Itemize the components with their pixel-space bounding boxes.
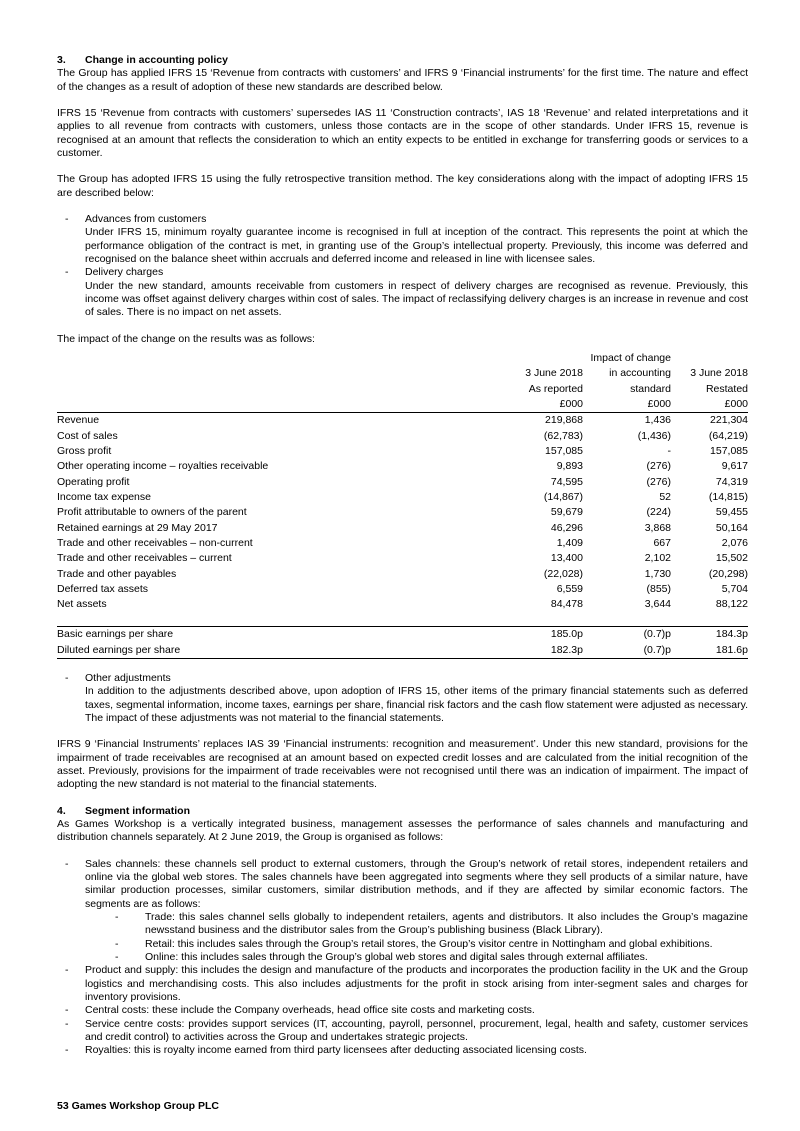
table-cell-value: 74,319	[715, 475, 748, 488]
table-cell-value: 184.3p	[671, 627, 748, 643]
table-header-row	[57, 351, 748, 366]
table-cell-value: (62,783)	[543, 429, 583, 442]
table-header-cell: in accounting	[609, 367, 671, 380]
table-cell-value: 221,304	[710, 414, 748, 427]
table-row	[57, 582, 748, 597]
segment-bullet-list	[57, 858, 748, 1058]
table-cell-value: 1,436	[644, 414, 671, 427]
table-row	[57, 597, 748, 612]
table-row-label: Retained earnings at 29 May 2017	[57, 521, 218, 534]
bullet-dash: -	[65, 857, 69, 870]
table-cell-value: 2,076	[721, 536, 748, 549]
table-cell-value: 219,868	[545, 414, 583, 427]
table-header-cell	[57, 351, 495, 366]
table-row-label: Income tax expense	[57, 490, 151, 503]
table-cell-value: (14,867)	[543, 490, 583, 503]
bullet-text	[85, 1044, 748, 1057]
section-3-title: Change in accounting policy	[85, 54, 228, 66]
section-4-heading	[57, 805, 748, 818]
bullet-dash: -	[65, 964, 69, 977]
table-row-label: Net assets	[57, 598, 107, 611]
table-row-label: Trade and other payables	[57, 567, 177, 580]
table-row	[57, 459, 748, 474]
table-body	[57, 413, 748, 659]
table-row-label: Operating profit	[57, 475, 130, 488]
table-cell-value: (14,815)	[708, 490, 748, 503]
accounting-policy-bullet-list	[57, 213, 748, 320]
bullet-text	[85, 858, 748, 965]
bullet-item	[65, 858, 748, 965]
impact-of-change-table	[57, 351, 748, 659]
table-header-cell	[57, 397, 495, 413]
table-cell-value: (0.7)p	[583, 643, 671, 659]
table-header-row	[57, 366, 748, 381]
table-row	[57, 505, 748, 520]
table-cell-value: (1,436)	[637, 429, 671, 442]
bullet-dash: -	[65, 212, 69, 225]
table-header	[57, 351, 748, 413]
table-header-cell	[495, 351, 583, 366]
table-header-cell: 3 June 2018	[690, 367, 748, 380]
bullet-body: Royalties: this is royalty income earned from third party licensees after deducting associated licensing costs.	[85, 1044, 587, 1057]
bullet-item	[65, 266, 748, 319]
other-adjustments-bullet-list	[57, 672, 748, 725]
table-cell-value: (276)	[646, 460, 671, 473]
table-row	[57, 521, 748, 536]
bullet-title: Other adjustments	[85, 672, 171, 685]
table-cell-value: 59,455	[715, 506, 748, 519]
bullet-dash: -	[65, 672, 69, 685]
table-row	[57, 567, 748, 582]
bullet-body: Product and supply: this includes the design and manufacture of the products and incorporates the production facility in the UK and the Group logistics and merchandising costs. This also includes adjustments for the profit in stock arising from inter-segment sales and charges for inventory provisions.	[85, 964, 748, 1004]
table-cell-value: 3,644	[644, 598, 671, 611]
table-cell-value: (0.7)p	[583, 627, 671, 643]
bullet-item	[65, 213, 748, 266]
bullet-dash: -	[65, 266, 69, 279]
bullet-body: Sales channels: these channels sell product to external customers, through the Group’s network of retail stores, independent retailers and online via the global web stores. The sales channels have been aggregated into segments where they sell products of a similar nature, have similar production processes, similar customers, similar distribution methods, and if they are affected by similar economic factors. The segments are as follows:	[85, 857, 748, 910]
table-cell-value: 9,893	[556, 460, 583, 473]
table-header-row	[57, 397, 748, 413]
table-header-cell: £000	[671, 397, 748, 413]
paragraph-ifrs-intro: The Group has applied IFRS 15 ‘Revenue from contracts with customers’ and IFRS 9 ‘Financial instruments’ for the first time. The nature and effect of the changes as a result of adoption of these new standards are described below.	[57, 67, 748, 93]
table-cell-value: (855)	[646, 582, 671, 595]
table-row-label: Deferred tax assets	[57, 582, 149, 595]
table-header-cell: 3 June 2018	[525, 367, 583, 380]
bullet-title: Advances from customers	[85, 212, 207, 225]
table-header-cell: As reported	[528, 382, 583, 395]
table-cell-value: 5,704	[721, 582, 748, 595]
sub-bullet-text: Trade: this sales channel sells globally to independent retailers, agents and distributors. It also includes the Group’s magazine newsstand business and the distributor sales from the Group’s publishing business (Black Library).	[145, 911, 748, 937]
table-cell-value: (64,219)	[708, 429, 748, 442]
table-intro-text: The impact of the change on the results was as follows:	[57, 332, 315, 345]
bullet-text	[85, 672, 748, 725]
bullet-dash: -	[65, 1004, 69, 1017]
table-spacer-cell	[57, 612, 748, 627]
sub-bullet-dash: -	[115, 937, 119, 950]
bullet-text	[85, 266, 748, 319]
table-cell-value: 46,296	[550, 521, 583, 534]
table-cell-value: 84,478	[550, 598, 583, 611]
table-cell-value: 13,400	[550, 552, 583, 565]
table-row-label: Diluted earnings per share	[57, 643, 495, 659]
table-row	[57, 413, 748, 429]
table-header-cell: standard	[630, 382, 671, 395]
bullet-text	[85, 964, 748, 1004]
table-cell-value: 181.6p	[671, 643, 748, 659]
table-cell-value: 157,085	[545, 444, 583, 457]
table-row-label: Revenue	[57, 414, 100, 427]
table-row-label: Profit attributable to owners of the parent	[57, 506, 247, 519]
table-row	[57, 551, 748, 566]
table-row	[57, 536, 748, 551]
table-cell-value: 9,617	[721, 460, 748, 473]
bullet-dash: -	[65, 1017, 69, 1030]
sub-bullet-item	[115, 911, 748, 938]
table-cell-value: 59,679	[550, 506, 583, 519]
table-cell-value: 2,102	[644, 552, 671, 565]
bullet-text	[85, 213, 748, 266]
bullet-item	[65, 672, 748, 725]
section-4-title: Segment information	[85, 804, 191, 817]
bullet-dash: -	[65, 1044, 69, 1057]
table-row	[57, 475, 748, 490]
table-eps-row	[57, 643, 748, 659]
sub-bullet-text: Retail: this includes sales through the Group’s retail stores, the Group’s visitor centre in Nottingham and global exhibitions.	[145, 937, 713, 950]
table-cell-value: 157,085	[710, 444, 748, 457]
table-cell-value: 182.3p	[495, 643, 583, 659]
table-row-label: Trade and other receivables – current	[57, 552, 232, 565]
table-cell-value: 185.0p	[495, 627, 583, 643]
table-row	[57, 429, 748, 444]
table-row	[57, 490, 748, 505]
bullet-item	[65, 964, 748, 1004]
table-cell-value: 1,409	[556, 536, 583, 549]
bullet-text	[85, 1018, 748, 1045]
table-cell-value: 6,559	[556, 582, 583, 595]
page-footer: 53 Games Workshop Group PLC	[57, 1099, 220, 1112]
table-cell-value: -	[667, 444, 671, 457]
bullet-item	[65, 1004, 748, 1017]
table-eps-row	[57, 627, 748, 643]
bullet-text	[85, 1004, 748, 1017]
table-cell-value: 52	[659, 490, 671, 503]
table-row-label: Basic earnings per share	[57, 627, 495, 643]
table-header-cell	[57, 366, 495, 381]
bullet-body: Service centre costs: provides support services (IT, accounting, payroll, personnel, procurement, legal, health and safety, customer services and credit control) to activities across the Group and undertakes strategic projects.	[85, 1017, 748, 1044]
bullet-body: In addition to the adjustments described above, upon adoption of IFRS 15, other items of the primary financial statements such as deferred taxes, segmental information, income taxes, earnings per share, financial risk factors and the cash flow statement were adjusted as necessary. The impact of these adjustments was not material to the financial statements.	[85, 685, 748, 725]
table-header-cell: £000	[583, 397, 671, 413]
table-cell-value: (224)	[646, 506, 671, 519]
sub-bullet-item	[115, 938, 748, 951]
table-cell-value: (22,028)	[543, 567, 583, 580]
sub-bullet-text: Online: this includes sales through the Group’s global web stores and digital sales through external affiliates.	[145, 951, 648, 964]
sub-bullet-item	[115, 951, 748, 964]
table-cell-value: (276)	[646, 475, 671, 488]
table-cell-value: 15,502	[715, 552, 748, 565]
table-header-cell: Impact of change	[590, 351, 671, 364]
bullet-body: Under IFRS 15, minimum royalty guarantee income is recognised in full at inception of the contract. This represents the point at which the performance obligation of the contract is met, in granting use of the Group’s intellectual property. Previously, this income was deferred and recognised on the balance sheet within accruals and deferred income and released in line with licensee sales.	[85, 226, 748, 265]
paragraph-segment-intro: As Games Workshop is a vertically integrated business, management assesses the performance of sales channels and manufacturing and distribution channels separately. At 2 June 2019, the Group is organised as follows:	[57, 818, 748, 844]
section-4-number: 4.	[57, 804, 66, 817]
bullet-title: Delivery charges	[85, 266, 164, 279]
table-cell-value: 1,730	[644, 567, 671, 580]
table-cell-value: 3,868	[644, 521, 671, 534]
sub-bullet-dash: -	[115, 951, 119, 964]
table-cell-value: 74,595	[550, 475, 583, 488]
table-cell-value: 88,122	[715, 598, 748, 611]
section-3-number: 3.	[57, 54, 66, 66]
bullet-body: Central costs: these include the Company overheads, head office site costs and marketing costs.	[85, 1004, 535, 1017]
bullet-body: Under the new standard, amounts receivable from customers in respect of delivery charges are recognised as revenue. Previously, this income was offset against delivery charges within cost of sales. The impact of reclassifying delivery charges is an increase in revenue and cost of sales. There is no impact on net assets.	[85, 279, 748, 319]
table-spacer-row	[57, 612, 748, 627]
table-header-cell	[57, 382, 495, 397]
table-row-label: Trade and other receivables – non-current	[57, 536, 253, 549]
table-row-label: Cost of sales	[57, 429, 118, 442]
table-row-label: Other operating income – royalties receivable	[57, 460, 269, 473]
paragraph-ifrs9: IFRS 9 ‘Financial Instruments’ replaces IAS 39 ‘Financial instruments: recognition and measurement’. Under this new standard, provisions for the impairment of trade receivables are recognised at an amount based on expected credit losses and are calculated from the initial recognition of the asset. Previously, provisions for the impairment of trade receivables were not recognised until there was an indication of impairment. The impact of adopting the new standard is not material to the financial statements.	[57, 738, 748, 791]
table-row-label: Gross profit	[57, 444, 112, 457]
paragraph-ifrs15-supersedes: IFRS 15 ‘Revenue from contracts with customers’ supersedes IAS 11 ‘Construction contracts’, IAS 18 ‘Revenue’ and related interpretations and it applies to all revenue from contracts with customers, unless those contacts are in the scope of other standards. Under IFRS 15, revenue is recognised at an amount that reflects the consideration to which an entity expects to be entitled in exchange for transferring goods or services to a customer.	[57, 106, 748, 159]
table-header-cell	[671, 351, 748, 366]
table-header-cell: Restated	[705, 382, 748, 395]
paragraph-ifrs15-transition: The Group has adopted IFRS 15 using the fully retrospective transition method. The key considerations along with the impact of adopting IFRS 15 are described below:	[57, 173, 748, 199]
bullet-item	[65, 1044, 748, 1057]
table-cell-value: (20,298)	[708, 567, 748, 580]
table-cell-value: 50,164	[715, 521, 748, 534]
table-row	[57, 444, 748, 459]
table-header-cell: £000	[495, 397, 583, 413]
page-content	[57, 54, 748, 1071]
table-cell-value: 667	[653, 536, 671, 549]
sub-bullet-dash: -	[115, 911, 119, 924]
section-3-heading	[57, 54, 748, 67]
table-header-row	[57, 382, 748, 397]
bullet-item	[65, 1018, 748, 1045]
